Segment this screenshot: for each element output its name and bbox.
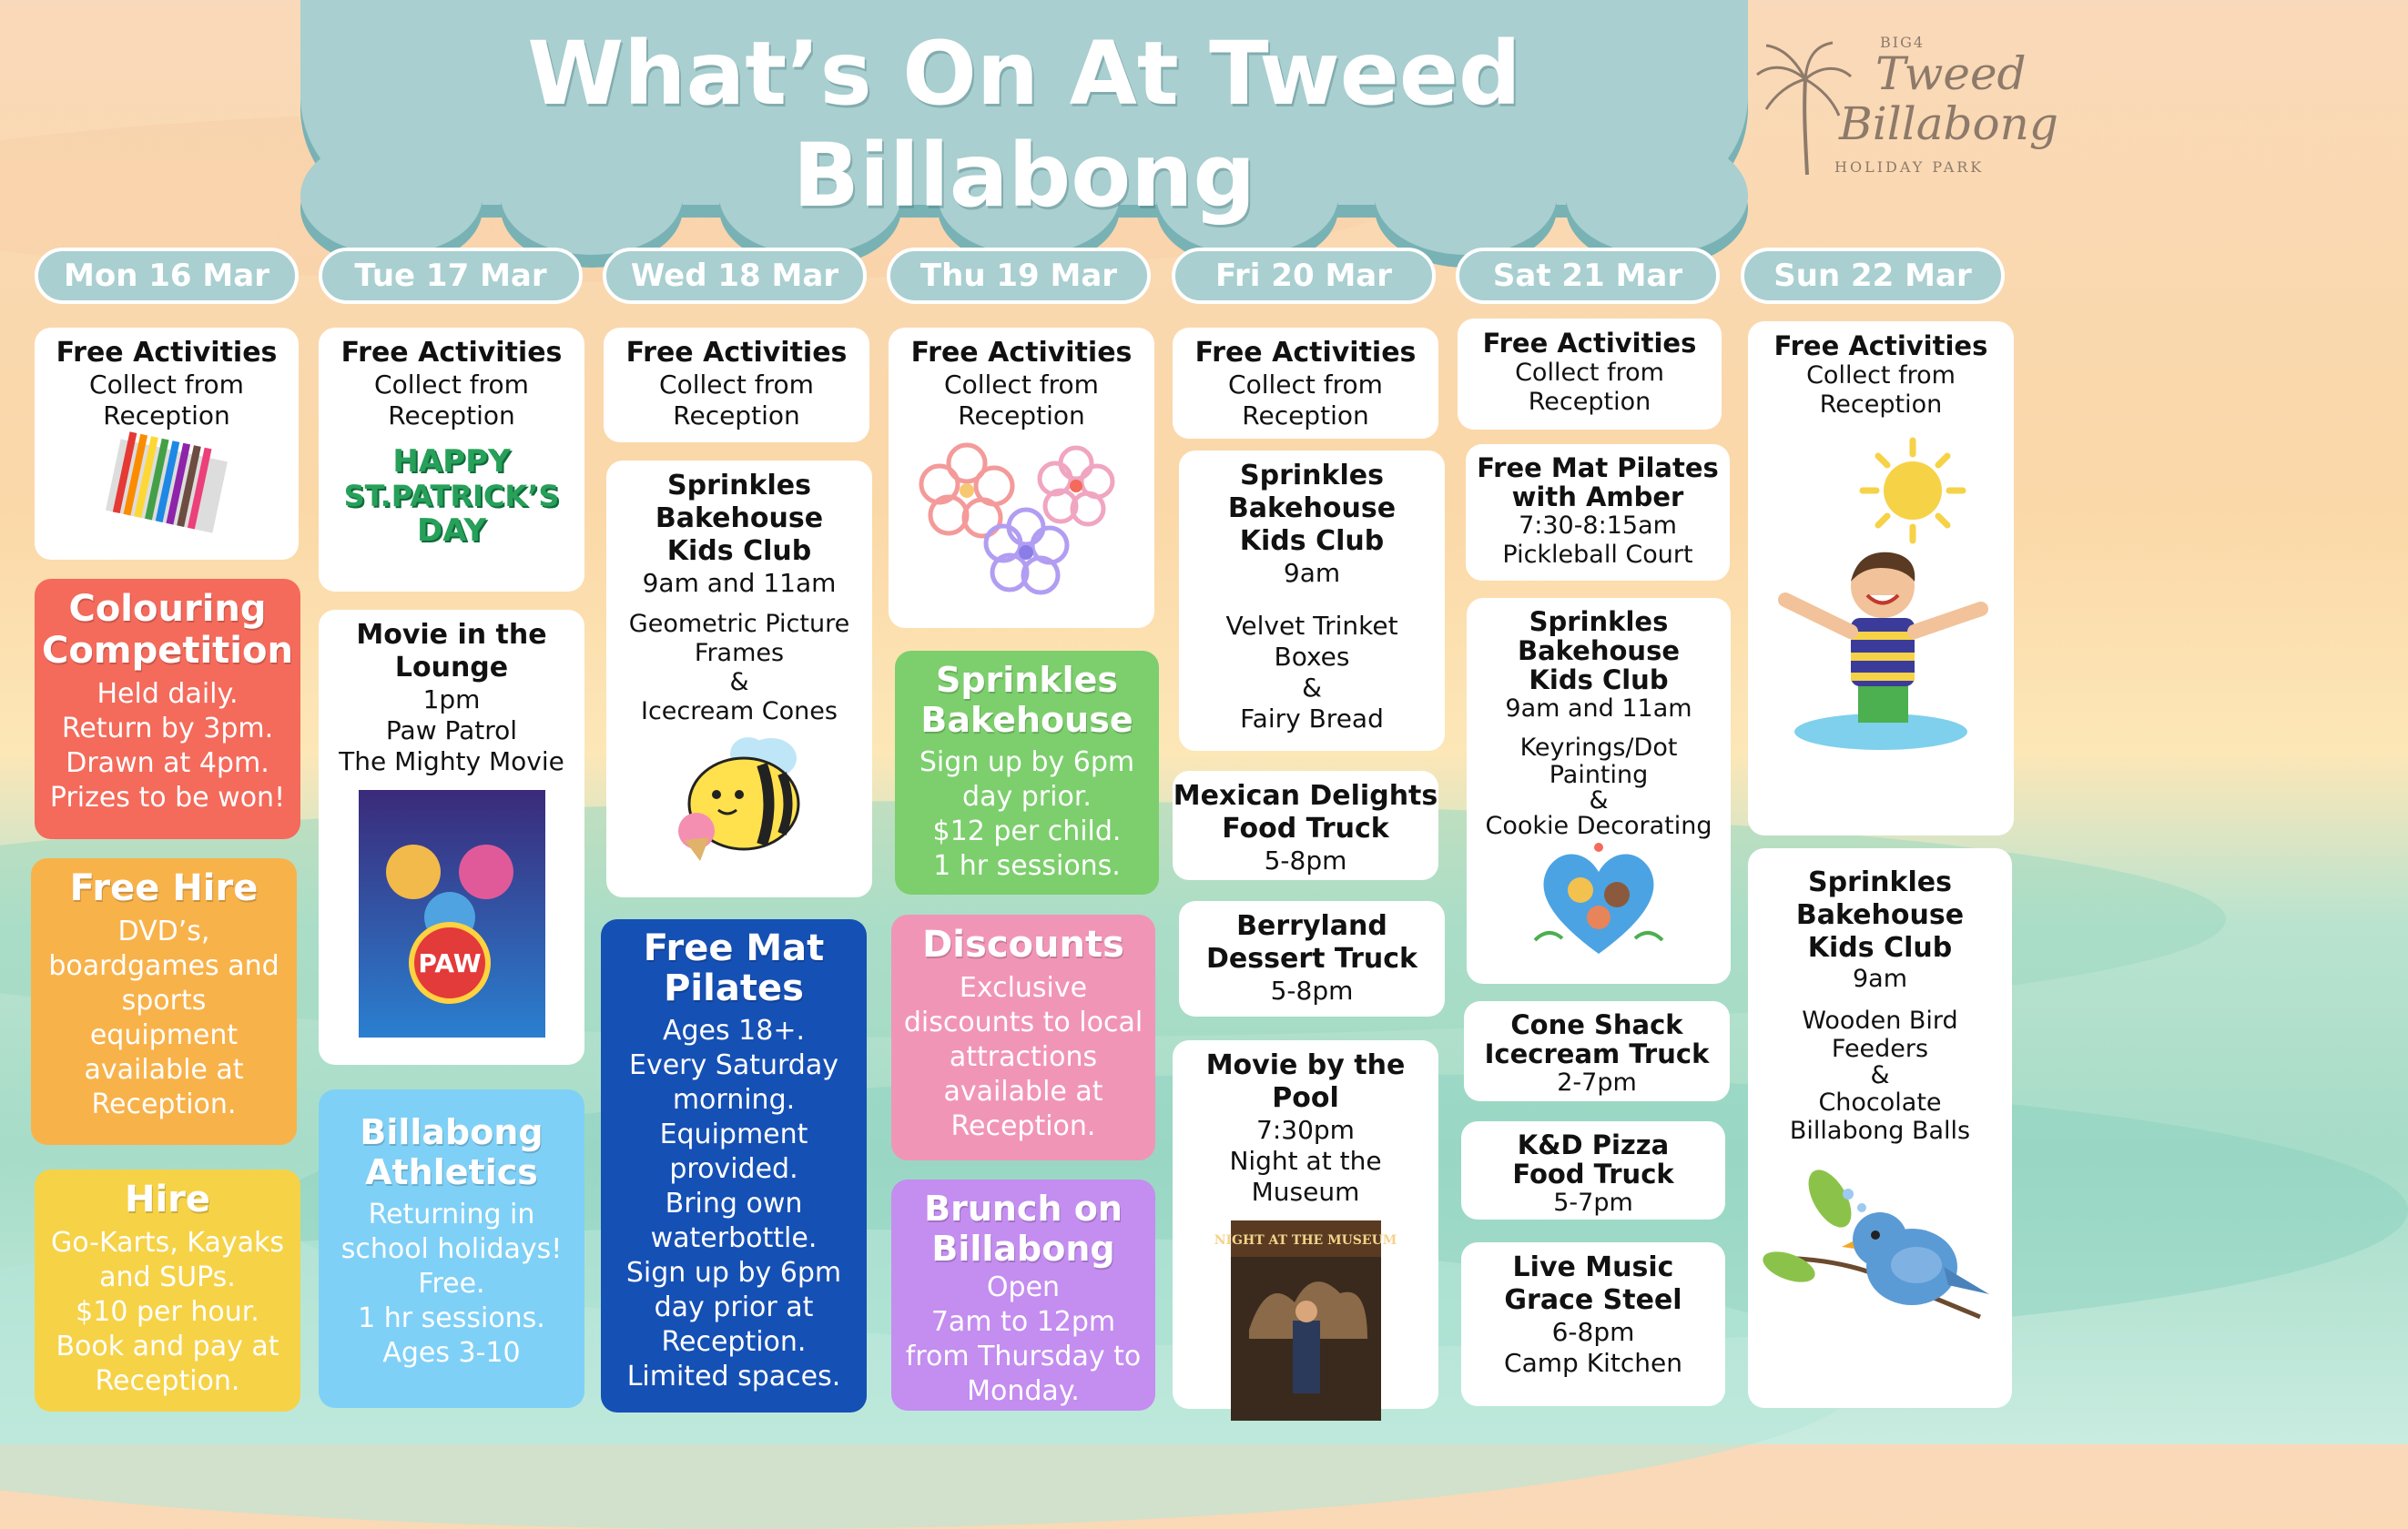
card-text: Reception <box>388 400 515 430</box>
card-text: Collect from <box>1228 370 1383 400</box>
card-text: 7:30pm <box>1256 1115 1355 1145</box>
card-text: Fairy Bread <box>1240 704 1384 734</box>
card-heading: Movie by the Pool <box>1205 1049 1406 1114</box>
card-text: Billabong Balls <box>1789 1117 1971 1145</box>
card-heading: Free Activities <box>1773 330 1988 361</box>
card-heading: Grace Steel <box>1504 1284 1682 1316</box>
card-text: morning. <box>672 1084 796 1116</box>
heart-hands-icon <box>1530 840 1667 963</box>
graphic-text: HAPPY <box>392 443 511 480</box>
card-text: Painting <box>1549 761 1649 789</box>
pizza-truck-card <box>1461 1121 1725 1220</box>
card-text: boardgames and <box>48 950 279 982</box>
card-text: Icecream Cones <box>641 697 838 725</box>
card-text: Night at the <box>1229 1146 1382 1176</box>
card-text: Returning in <box>368 1199 535 1230</box>
card-text: Feeders <box>1831 1035 1929 1063</box>
card-text: 5-7pm <box>1553 1189 1633 1217</box>
card-text: sports <box>121 985 207 1017</box>
card-text: Geometric Picture <box>628 610 850 638</box>
night-at-museum-poster <box>1214 1220 1397 1421</box>
card-heading: Sprinkles <box>1240 460 1384 491</box>
card-text: Equipment <box>659 1119 808 1150</box>
card-text: $12 per child. <box>932 815 1122 847</box>
card-heading: Discounts <box>922 924 1124 966</box>
card-heading: Kids Club <box>1807 932 1953 964</box>
brunch-card <box>891 1180 1155 1411</box>
page-title: What’s On At Tweed Billabong <box>527 23 1521 227</box>
card-text: Reception <box>1819 390 1943 419</box>
movie-lounge-card <box>319 610 584 1065</box>
day-header-sat: Sat 21 Mar <box>1456 248 1720 304</box>
graphic-text: DAY <box>417 512 486 549</box>
card-heading: Free Activities <box>1194 337 1417 369</box>
kids-club-card <box>1179 451 1445 751</box>
logo-line2: Billabong <box>1839 97 2058 150</box>
free-hire-card <box>31 858 297 1145</box>
card-text: Ages 18+. <box>662 1015 806 1047</box>
card-heading: Free Mat Pilates <box>643 927 825 1009</box>
day-header-sun: Sun 22 Mar <box>1741 248 2005 304</box>
card-text: Wooden Bird <box>1802 1007 1958 1035</box>
kids-club-card <box>606 461 872 897</box>
card-text: Reception <box>673 400 800 430</box>
card-text: provided. <box>669 1153 798 1185</box>
day-header-mon: Mon 16 Mar <box>35 248 299 304</box>
card-text: Reception <box>103 400 230 430</box>
card-text: Reception. <box>91 1089 237 1120</box>
movie-by-pool-card <box>1173 1040 1438 1409</box>
card-text: 5-8pm <box>1264 846 1347 876</box>
colouring-competition-card <box>35 579 300 839</box>
free-activities-card <box>604 328 869 442</box>
billabong-athletics-card <box>319 1089 584 1408</box>
card-text: & <box>1589 786 1609 815</box>
hire-card <box>35 1170 300 1412</box>
card-heading: Bakehouse <box>1518 635 1680 666</box>
card-heading: Bakehouse <box>1795 899 1965 931</box>
card-text: Reception <box>958 400 1085 430</box>
card-heading: Free Activities <box>910 337 1133 369</box>
card-text: 5-8pm <box>1270 976 1354 1006</box>
card-text: Collect from <box>89 370 244 400</box>
card-text: Bring own <box>665 1188 803 1220</box>
card-text: 1 hr sessions. <box>933 850 1121 882</box>
card-heading: Lounge <box>394 652 509 683</box>
card-heading: Food Truck <box>1512 1159 1674 1190</box>
card-heading: Free Mat Pilates <box>1477 452 1719 483</box>
card-heading: Bakehouse <box>655 502 824 534</box>
card-heading: Dessert Truck <box>1206 943 1417 975</box>
card-text: 2-7pm <box>1557 1068 1637 1097</box>
card-text: 6-8pm <box>1551 1317 1635 1347</box>
card-text: Ages 3-10 <box>382 1337 521 1369</box>
card-text: & <box>1302 673 1322 703</box>
cone-shack-card <box>1464 1001 1730 1101</box>
card-heading: Cone Shack <box>1510 1009 1683 1040</box>
card-text: Museum <box>1251 1177 1360 1207</box>
card-text: Collect from <box>1806 361 1956 390</box>
logo-big4: BIG4 <box>1880 34 1925 51</box>
card-text: Collect from <box>944 370 1099 400</box>
card-heading: Food Truck <box>1222 813 1389 845</box>
sprinkles-bakehouse-card <box>895 651 1159 895</box>
card-text: Reception <box>1242 400 1369 430</box>
card-text: Monday. <box>967 1375 1080 1407</box>
card-text: Every Saturday <box>629 1049 838 1081</box>
card-text: day prior. <box>962 781 1092 813</box>
card-text: available at <box>84 1054 244 1086</box>
card-text: discounts to local <box>903 1007 1143 1038</box>
card-text: Collect from <box>659 370 814 400</box>
card-text: & <box>729 668 749 696</box>
card-heading: Kids Club <box>1529 664 1669 695</box>
free-mat-pilates-card <box>601 919 867 1413</box>
svg-text:NIGHT AT THE MUSEUM: NIGHT AT THE MUSEUM <box>1214 1233 1397 1248</box>
card-heading: Free Activities <box>625 337 848 369</box>
card-text: Held daily. <box>97 678 239 710</box>
free-activities-card <box>35 328 299 560</box>
colouring-pencils-icon <box>103 431 230 536</box>
card-heading: Free Activities <box>1482 328 1697 359</box>
card-heading: Hire <box>124 1179 211 1220</box>
card-heading: Sprinkles <box>1529 606 1669 637</box>
card-text: Drawn at 4pm. <box>66 747 269 779</box>
card-text: 9am <box>1852 965 1908 993</box>
berryland-dessert-truck-card <box>1179 901 1445 1017</box>
free-activities-card <box>1173 328 1438 439</box>
card-text: Exclusive <box>959 972 1088 1004</box>
card-text: The Mighty Movie <box>339 746 564 776</box>
card-text: attractions <box>949 1041 1098 1073</box>
st-patricks-day-graphic <box>319 444 584 548</box>
card-heading: Brunch on Billabong <box>924 1189 1123 1269</box>
card-text: Keyrings/Dot <box>1519 734 1678 762</box>
card-heading: Colouring Competition <box>42 588 293 672</box>
sun-icon <box>1781 436 1981 545</box>
park-logo <box>1753 29 2058 184</box>
card-text: Book and pay at <box>56 1331 279 1362</box>
bee-icon <box>662 726 817 863</box>
card-text: DVD’s, <box>117 916 210 947</box>
flowers-icon <box>917 431 1126 595</box>
card-heading: Mexican Delights <box>1173 780 1438 812</box>
card-text: 7am to 12pm <box>930 1306 1116 1338</box>
card-text: from Thursday to <box>905 1341 1142 1372</box>
card-text: Frames <box>694 639 785 667</box>
free-activities-card <box>889 328 1154 628</box>
live-music-card <box>1461 1242 1725 1406</box>
card-text: 7:30-8:15am <box>1519 511 1677 540</box>
day-header-wed: Wed 18 Mar <box>603 248 867 304</box>
kids-club-card <box>1467 598 1731 984</box>
card-heading: Live Music <box>1512 1251 1674 1283</box>
card-text: Reception <box>1528 388 1651 416</box>
card-text: Camp Kitchen <box>1504 1348 1682 1378</box>
card-text: waterbottle. <box>650 1222 818 1254</box>
free-activities-card <box>1748 321 2014 835</box>
card-text: Cookie Decorating <box>1485 812 1712 840</box>
card-text: Collect from <box>1515 359 1664 387</box>
graphic-text: ST.PATRICK’S <box>343 479 560 513</box>
kids-club-card <box>1748 848 2012 1408</box>
card-heading: Free Hire <box>69 867 259 909</box>
free-mat-pilates-amber-card <box>1466 444 1730 581</box>
card-heading: Bakehouse <box>1227 492 1397 524</box>
card-text: Sign up by 6pm <box>919 746 1135 778</box>
card-text: 9am and 11am <box>1505 694 1692 723</box>
card-text: Chocolate <box>1818 1089 1942 1117</box>
card-heading: Billabong Athletics <box>360 1112 544 1192</box>
card-text: Sign up by 6pm <box>625 1257 842 1289</box>
card-text: Go-Karts, Kayaks <box>51 1227 284 1259</box>
card-text: day prior at <box>654 1291 814 1323</box>
day-header-tue: Tue 17 Mar <box>319 248 583 304</box>
svg-text:PAW: PAW <box>417 948 482 978</box>
card-text: Boxes <box>1274 642 1350 672</box>
discounts-card <box>891 915 1155 1160</box>
card-heading: Movie in the <box>356 619 547 651</box>
card-heading: Sprinkles <box>667 470 811 501</box>
card-text: & <box>1870 1061 1890 1089</box>
paw-patrol-poster <box>359 790 545 1038</box>
card-text: equipment <box>89 1019 239 1051</box>
mexican-food-truck-card <box>1173 771 1438 880</box>
day-header-thu: Thu 19 Mar <box>887 248 1151 304</box>
card-text: Paw Patrol <box>385 715 518 745</box>
free-activities-card <box>319 328 584 592</box>
card-text: Reception. <box>661 1326 807 1358</box>
card-heading: Sprinkles Bakehouse <box>920 660 1133 740</box>
card-text: Free. <box>418 1268 485 1300</box>
card-heading: Berryland <box>1236 910 1387 942</box>
card-heading: with Amber <box>1511 481 1684 512</box>
card-heading: Free Activities <box>340 337 563 369</box>
card-heading: Sprinkles <box>1808 866 1952 898</box>
card-text: Return by 3pm. <box>61 713 274 744</box>
logo-line1: Tweed <box>1875 47 2027 100</box>
card-text: 9am <box>1283 558 1341 588</box>
card-text: Prizes to be won! <box>49 782 286 814</box>
card-text: 9am and 11am <box>642 568 837 598</box>
card-text: Velvet Trinket <box>1225 611 1398 641</box>
card-text: $10 per hour. <box>76 1296 259 1328</box>
free-activities-card <box>1458 319 1722 430</box>
splashing-boy-icon <box>1767 545 1995 754</box>
card-text: Collect from <box>374 370 529 400</box>
card-text: available at <box>943 1076 1103 1108</box>
card-text: Limited spaces. <box>626 1361 841 1392</box>
card-heading: Free Activities <box>56 337 278 369</box>
card-text: 1 hr sessions. <box>358 1302 545 1334</box>
card-heading: K&D Pizza <box>1517 1129 1670 1160</box>
card-text: school holidays! <box>340 1233 563 1265</box>
card-heading: Kids Club <box>1239 525 1385 557</box>
logo-subtitle: HOLIDAY PARK <box>1834 158 1985 176</box>
card-text: and SUPs. <box>99 1261 236 1293</box>
bird-icon <box>1762 1158 1998 1340</box>
card-text: Reception. <box>950 1110 1096 1142</box>
card-text: 1pm <box>422 684 481 714</box>
card-text: Reception. <box>95 1365 240 1397</box>
card-heading: Icecream Truck <box>1484 1038 1710 1069</box>
card-text: Open <box>986 1271 1061 1303</box>
day-header-fri: Fri 20 Mar <box>1172 248 1436 304</box>
card-heading: Kids Club <box>666 535 812 567</box>
card-text: Pickleball Court <box>1502 541 1693 569</box>
